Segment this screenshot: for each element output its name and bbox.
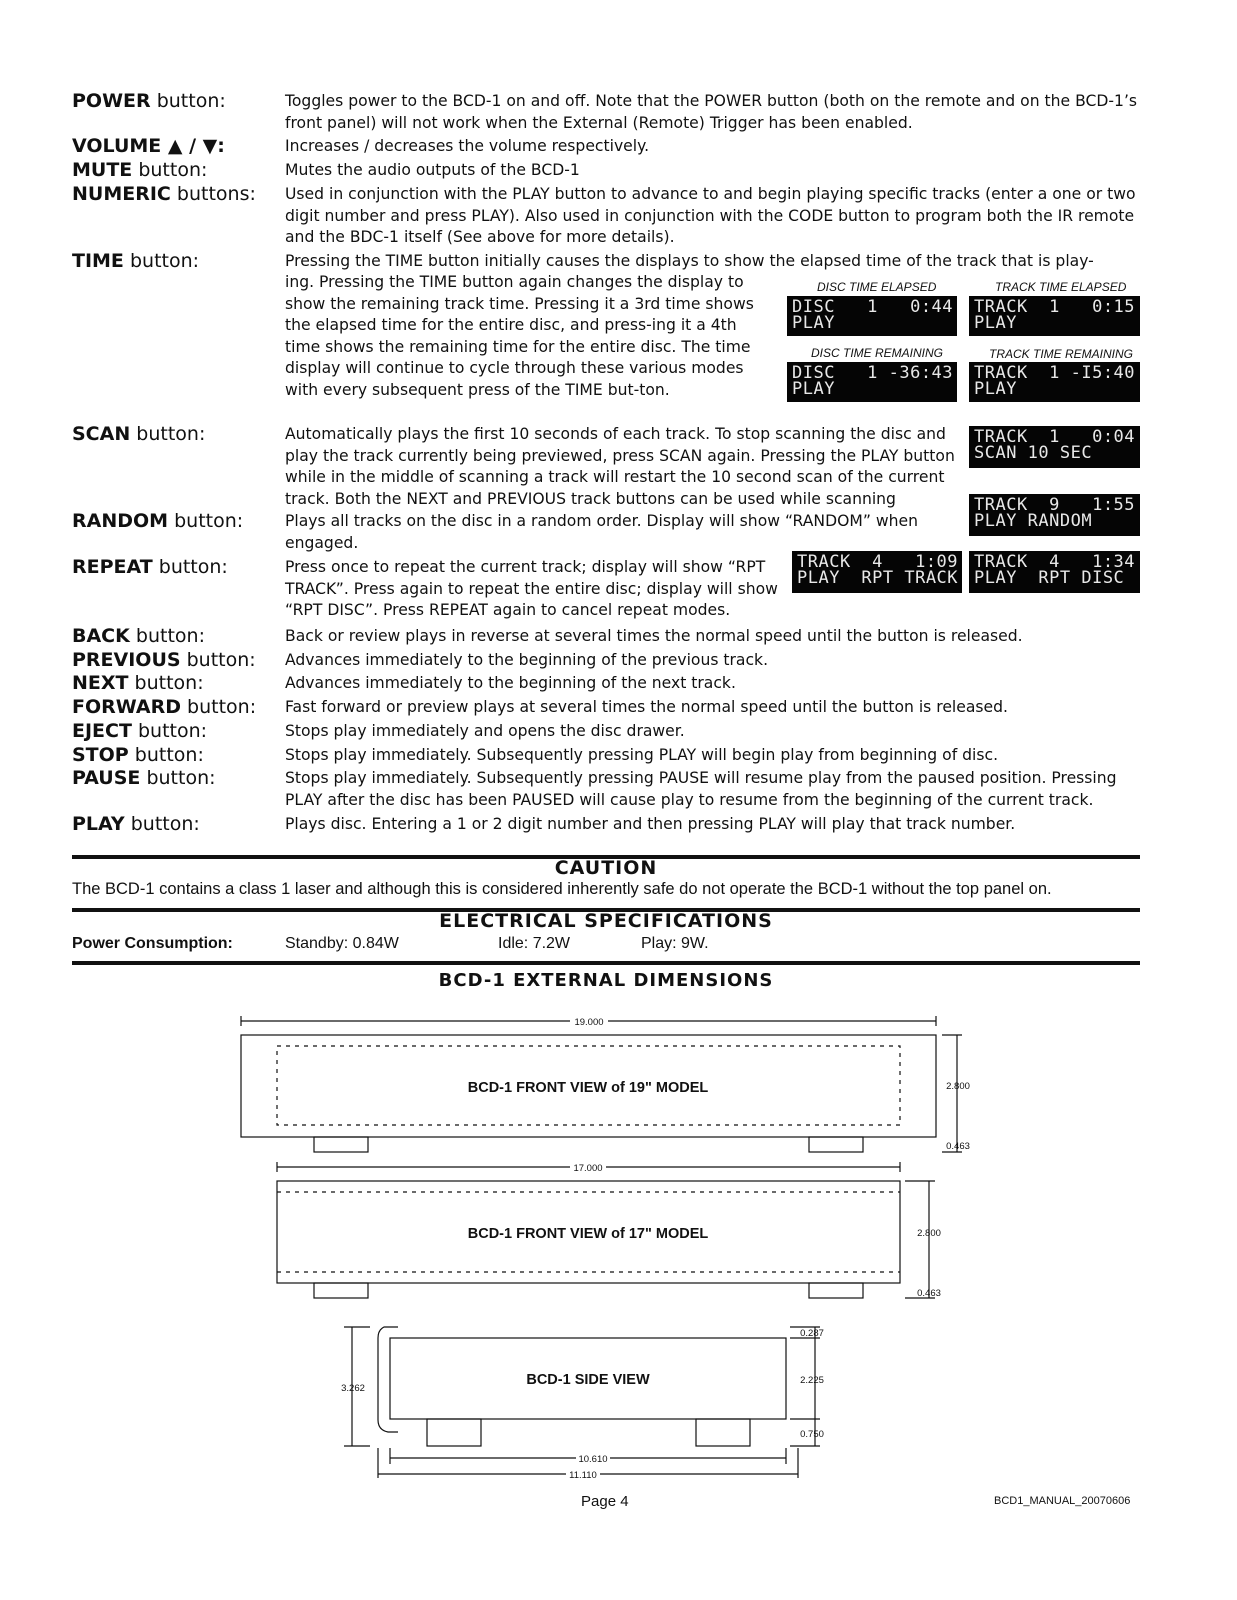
label-stop: STOP button: bbox=[72, 744, 204, 766]
dim-side-total-height: 3.262 bbox=[341, 1383, 365, 1394]
desc-numeric: Used in conjunction with the PLAY button to advance to and begin playing specific tracks (enter a one or two digit number and press PLAY). Also used in conjunction with the CODE button to program both the IR remote and the BDC-1 itself (See above for more details). bbox=[285, 185, 1136, 246]
label-scan: SCAN button: bbox=[72, 423, 206, 445]
label-time: TIME button: bbox=[72, 250, 200, 272]
power-play: Play: 9W. bbox=[641, 935, 709, 952]
dim-side-top: 0.287 bbox=[800, 1328, 824, 1339]
dim-width-19: 19.000 bbox=[574, 1017, 604, 1028]
label-volume: VOLUME ▲ / ▼: bbox=[72, 135, 225, 157]
desc-stop: Stops play immediately. Subsequently pressing PLAY will begin play from beginning of disc. bbox=[285, 746, 999, 764]
page-number: Page 4 bbox=[581, 1493, 629, 1510]
desc-mute: Mutes the audio outputs of the BCD-1 bbox=[285, 161, 580, 179]
power-standby: Standby: 0.84W bbox=[285, 935, 399, 952]
electrical-title: ELECTRICAL SPECIFICATIONS bbox=[439, 910, 773, 932]
doc-id: BCD1_MANUAL_20070606 bbox=[994, 1495, 1131, 1507]
dim-height-19: 2.800 bbox=[946, 1081, 970, 1092]
lcd-disc-elapsed: DISC 1 0:44 PLAY bbox=[787, 296, 957, 336]
front-view-19-label: BCD-1 FRONT VIEW of 19" MODEL bbox=[467, 1080, 709, 1096]
label-numeric: NUMERIC buttons: bbox=[72, 183, 256, 205]
desc-next: Advances immediately to the beginning of the next track. bbox=[285, 674, 736, 692]
dim-side-body: 2.225 bbox=[800, 1375, 824, 1386]
desc-scan: Automatically plays the first 10 seconds of each track. To stop scanning the disc and play the track currently being previewed, press SCAN again. Pressing the PLAY button while in the middle of scanning a track will restart the 10 second scan of the current track. Both the NEXT and PREVIOUS track buttons can be used while scanning bbox=[285, 425, 955, 508]
front-view-17-label: BCD-1 FRONT VIEW of 17" MODEL bbox=[467, 1226, 709, 1242]
label-next: NEXT button: bbox=[72, 672, 204, 694]
label-power: POWER button: bbox=[72, 90, 226, 112]
dim-side-depth-total: 11.110 bbox=[569, 1470, 597, 1481]
desc-repeat: Press once to repeat the current track; display will show “RPT TRACK”. Press again to repeat the entire disc; display will show “RPT DISC”. Press REPEAT again to cancel repeat modes. bbox=[285, 558, 778, 619]
desc-play: Plays disc. Entering a 1 or 2 digit number and then pressing PLAY will play that track number. bbox=[285, 815, 1016, 833]
dim-side-depth: 10.610 bbox=[578, 1454, 608, 1465]
lcd-random: TRACK 9 1:55 PLAY RANDOM bbox=[969, 494, 1140, 536]
desc-time-first: Pressing the TIME button initially causes the displays to show the elapsed time of the track that is play- bbox=[285, 252, 1094, 270]
desc-forward: Fast forward or preview plays at several times the normal speed until the button is released. bbox=[285, 698, 1008, 716]
desc-power: Toggles power to the BCD-1 on and off. Note that the POWER button (both on the remote and on the BCD-1’s front panel) will not work when the External (Remote) Trigger has been enabled. bbox=[285, 92, 1138, 132]
dim-feet-17: 0.463 bbox=[917, 1288, 941, 1299]
lcd-repeat-track: TRACK 4 1:09 PLAY RPT TRACK bbox=[792, 551, 962, 593]
lcd-track-elapsed: TRACK 1 0:15 PLAY bbox=[969, 296, 1140, 336]
dimensions-title: BCD-1 EXTERNAL DIMENSIONS bbox=[438, 970, 774, 991]
caption-disc-elapsed: DISC TIME ELAPSED bbox=[817, 280, 937, 294]
lcd-scan: TRACK 1 0:04 SCAN 10 SEC bbox=[969, 426, 1140, 468]
label-repeat: REPEAT button: bbox=[72, 556, 228, 578]
power-consumption-label: Power Consumption: bbox=[72, 935, 233, 952]
label-back: BACK button: bbox=[72, 625, 205, 647]
side-view-label: BCD-1 SIDE VIEW bbox=[526, 1372, 650, 1388]
desc-volume: Increases / decreases the volume respectively. bbox=[285, 137, 650, 155]
desc-previous: Advances immediately to the beginning of the previous track. bbox=[285, 651, 769, 669]
power-idle: Idle: 7.2W bbox=[498, 935, 571, 952]
caption-disc-remaining: DISC TIME REMAINING bbox=[811, 346, 944, 360]
label-play: PLAY button: bbox=[72, 813, 200, 835]
desc-time-rest: ing. Pressing the TIME button again changes the display to show the remaining track time. Pressing it a 3rd time shows the elapsed time for the entire disc, and press-ing it a 4th time shows the remaining time for the entire disc. The time display will continue to cycle through these various modes with every subsequent press of the TIME but-ton. bbox=[285, 273, 754, 399]
desc-random: Plays all tracks on the disc in a random order. Display will show “RANDOM” when engaged. bbox=[285, 512, 918, 552]
lcd-track-remaining: TRACK 1 -I5:40 PLAY bbox=[969, 362, 1140, 402]
dim-feet-19: 0.463 bbox=[946, 1141, 970, 1152]
desc-pause: Stops play immediately. Subsequently pressing PAUSE will resume play from the paused position. Pressing PLAY after the disc has been PAUSED will cause play to resume from the beginning of the current track. bbox=[285, 769, 1117, 809]
label-eject: EJECT button: bbox=[72, 720, 208, 742]
desc-back: Back or review plays in reverse at several times the normal speed until the button is released. bbox=[285, 627, 1023, 645]
caution-text: The BCD-1 contains a class 1 laser and although this is considered inherently safe do not operate the BCD-1 without the top panel on. bbox=[72, 880, 1052, 898]
caption-track-elapsed: TRACK TIME ELAPSED bbox=[995, 280, 1127, 294]
dim-height-17: 2.800 bbox=[917, 1228, 941, 1239]
desc-eject: Stops play immediately and opens the disc drawer. bbox=[285, 722, 685, 740]
dim-width-17: 17.000 bbox=[573, 1163, 603, 1174]
label-pause: PAUSE button: bbox=[72, 767, 216, 789]
lcd-repeat-disc: TRACK 4 1:34 PLAY RPT DISC bbox=[969, 551, 1140, 593]
caution-title: CAUTION bbox=[554, 857, 658, 879]
label-mute: MUTE button: bbox=[72, 159, 208, 181]
label-previous: PREVIOUS button: bbox=[72, 649, 256, 671]
dim-side-feet: 0.750 bbox=[800, 1429, 824, 1440]
label-forward: FORWARD button: bbox=[72, 696, 257, 718]
label-random: RANDOM button: bbox=[72, 510, 244, 532]
caption-track-remaining: TRACK TIME REMAINING bbox=[989, 347, 1134, 361]
lcd-disc-remaining: DISC 1 -36:43 PLAY bbox=[787, 362, 957, 402]
